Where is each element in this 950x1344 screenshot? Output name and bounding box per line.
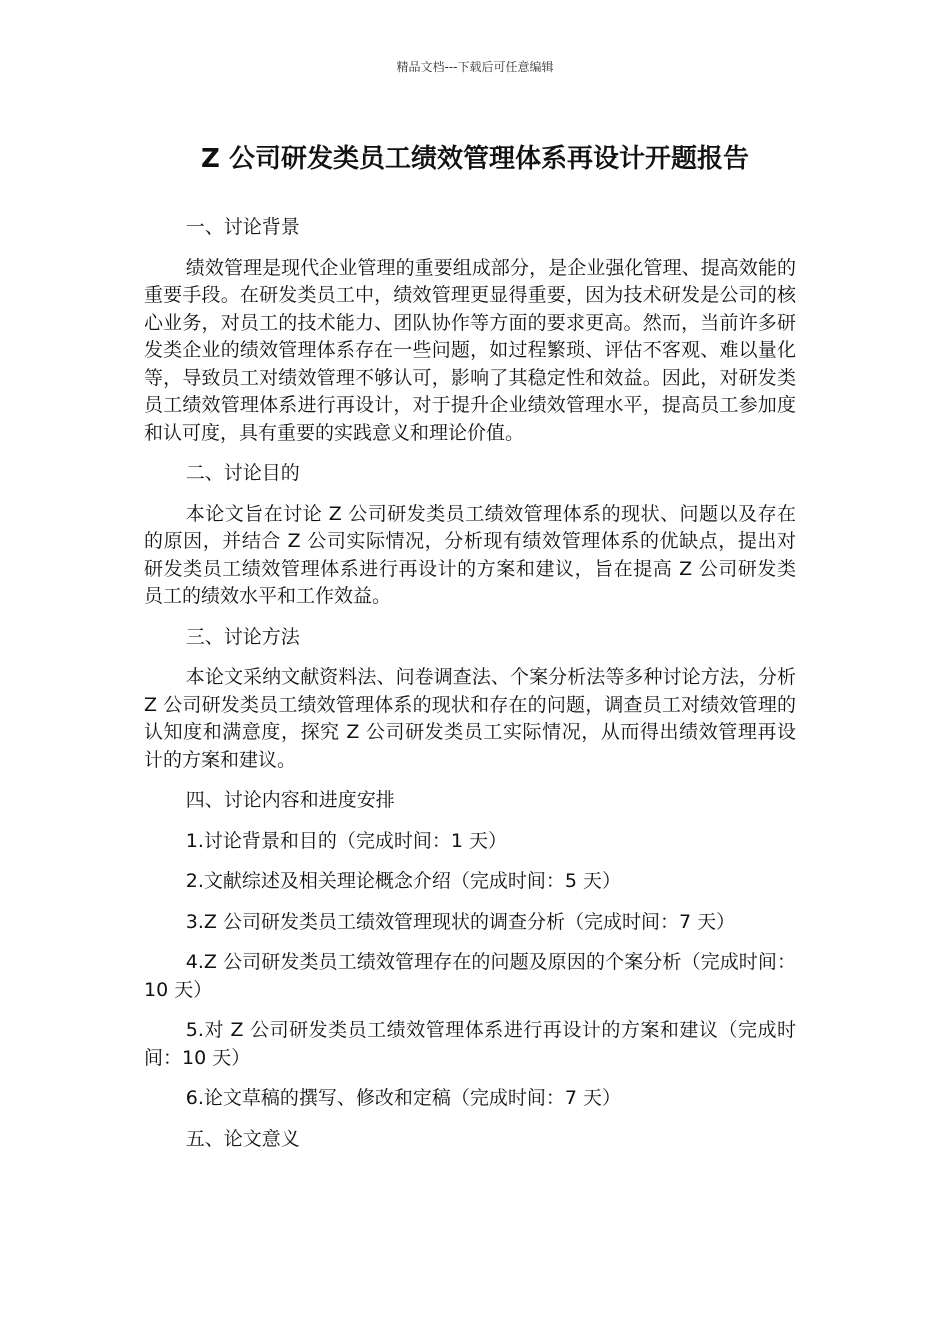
method-paragraph: 本论文采纳文献资料法、问卷调查法、个案分析法等多种讨论方法，分析 Z 公司研发类员工绩效管理体系的现状和存在的问题，调查员工对绩效管理的认知度和满意度，探究 Z 公司研发类员工实际情况，从而得出绩效管理再设计的方案和建议。 — [144, 666, 796, 771]
section-heading-method: 三、讨论方法 — [185, 625, 300, 648]
schedule-item: 3.Z 公司研发类员工绩效管理现状的调查分析（完成时间：7 天） — [185, 910, 736, 933]
schedule-item: 2.文献综述及相关理论概念介绍（完成时间：5 天） — [185, 870, 622, 892]
document-body — [144, 214, 796, 1166]
page-header: 精品文档---下载后可任意编辑 — [396, 60, 554, 74]
schedule-item: 5.对 Z 公司研发类员工绩效管理体系进行再设计的方案和建议（完成时间：10 天） — [144, 1019, 796, 1069]
schedule-item: 1.讨论背景和目的（完成时间：1 天） — [185, 829, 508, 852]
schedule-item: 4.Z 公司研发类员工绩效管理存在的问题及原因的个案分析（完成时间：10 天） — [144, 951, 796, 1001]
section-heading-significance: 五、论文意义 — [185, 1127, 300, 1150]
section-heading-purpose: 二、讨论目的 — [185, 462, 300, 484]
section-heading-background: 一、讨论背景 — [185, 216, 300, 238]
background-paragraph: 绩效管理是现代企业管理的重要组成部分，是企业强化管理、提高效能的重要手段。在研发类员工中，绩效管理更显得重要，因为技术研发是公司的核心业务，对员工的技术能力、团队协作等方面的要求更高。然而，当前许多研发类企业的绩效管理体系存在一些问题，如过程繁琐、评估不客观、难以量化等，导致员工对绩效管理不够认可，影响了其稳定性和效益。因此，对研发类员工绩效管理体系进行再设计，对于提升企业绩效管理水平，提高员工参加度和认可度，具有重要的实践意义和理论价值。 — [144, 256, 796, 444]
schedule-item: 6.论文草稿的撰写、修改和定稿（完成时间：7 天） — [185, 1087, 622, 1109]
purpose-paragraph: 本论文旨在讨论 Z 公司研发类员工绩效管理体系的现状、问题以及存在的原因，并结合 Z 公司实际情况，分析现有绩效管理体系的优缺点，提出对研发类员工绩效管理体系进行再设计的方案和建议，旨在提高 Z 公司研发类员工的绩效水平和工作效益。 — [144, 502, 796, 607]
section-heading-schedule: 四、讨论内容和进度安排 — [185, 789, 395, 811]
document-title: Z 公司研发类员工绩效管理体系再设计开题报告 — [201, 144, 749, 174]
